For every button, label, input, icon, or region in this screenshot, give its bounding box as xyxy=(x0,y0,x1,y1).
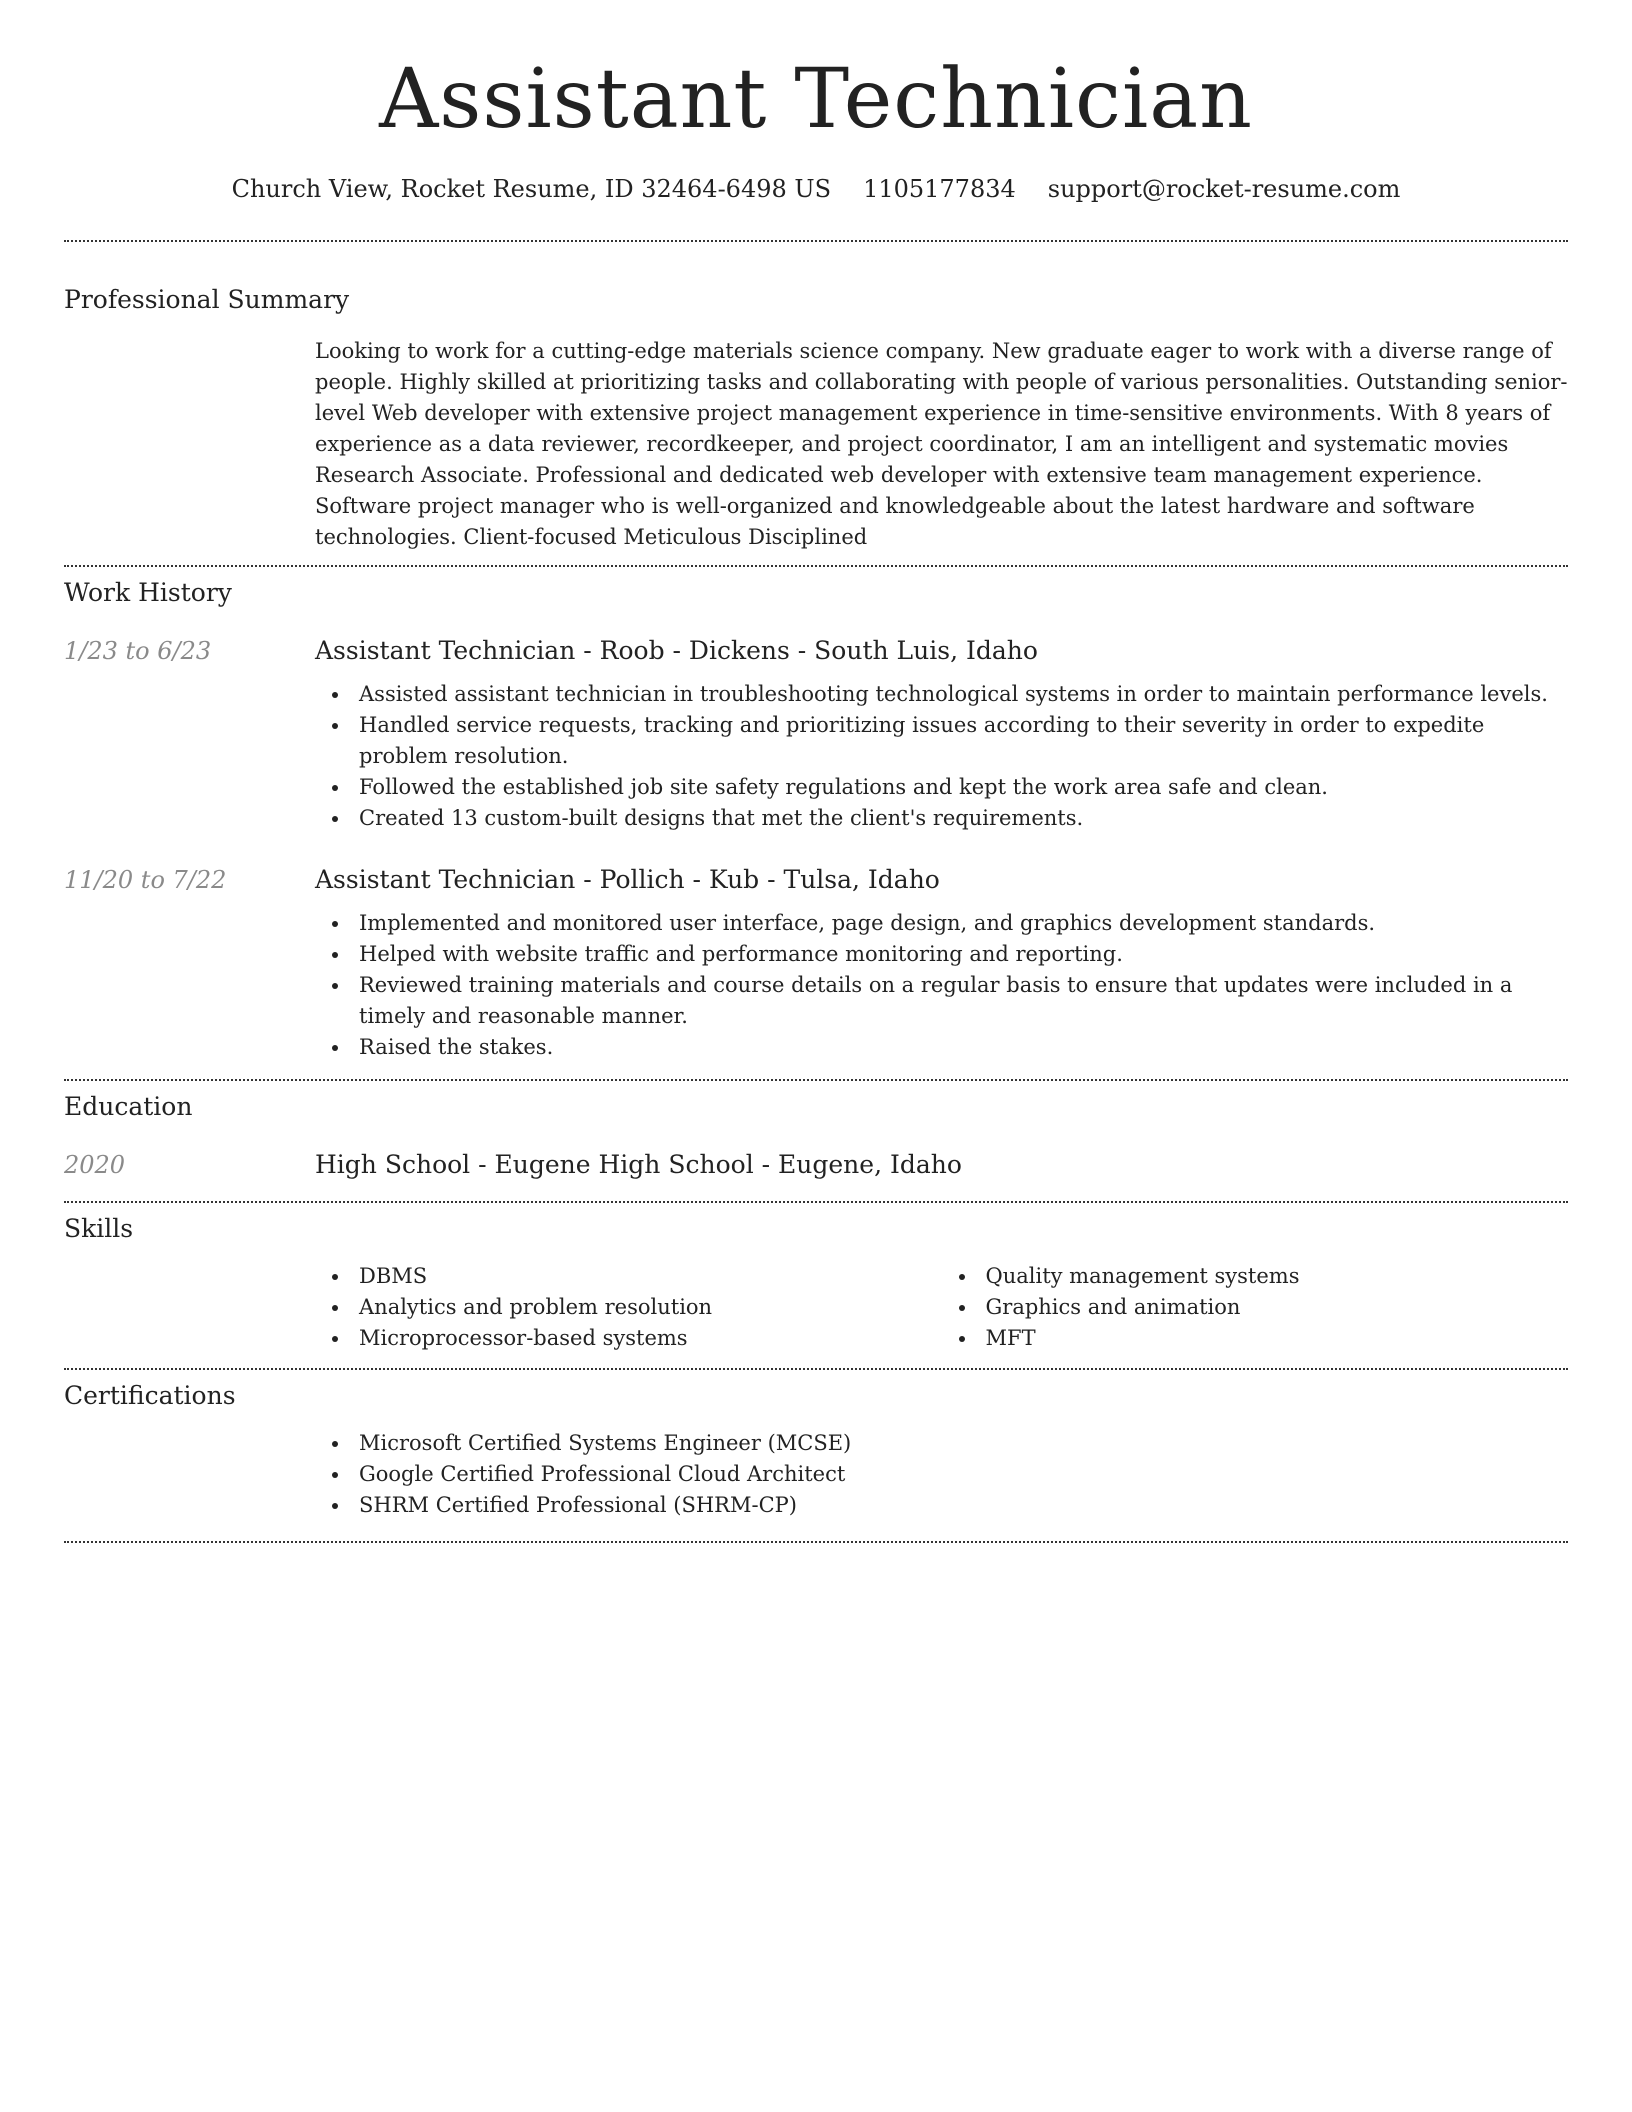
job-title: Assistant Technician - Roob - Dickens - South Luis, Idaho xyxy=(315,636,1038,665)
certifications-row xyxy=(64,1428,1568,1521)
job-title: Assistant Technician - Pollich - Kub - Tulsa, Idaho xyxy=(315,865,940,894)
skill-item: MFT xyxy=(942,1323,1569,1354)
list-item: Helped with website traffic and performance monitoring and reporting. xyxy=(315,939,1568,970)
summary-heading: Professional Summary xyxy=(64,285,350,314)
skill-item: Microprocessor-based systems xyxy=(315,1323,942,1354)
summary-text: Looking to work for a cutting-edge materials science company. New graduate eager to work with a diverse range of people. Highly skilled at prioritizing tasks and collaborating with people of various personalities. Outstanding senior-level Web developer with extensive project management experience in time-sensitive environments. With 8 years of experience as a data reviewer, recordkeeper, and project coordinator, I am an intelligent and systematic movies Research Associate. Professional and dedicated web developer with extensive team management experience. Software project manager who is well-organized and knowledgeable about the latest hardware and software technologies. Client-focused Meticulous Disciplined xyxy=(315,339,1568,549)
skill-item: Analytics and problem resolution xyxy=(315,1292,942,1323)
skills-heading: Skills xyxy=(64,1214,134,1243)
divider xyxy=(64,1368,1568,1370)
divider xyxy=(64,565,1568,567)
certification-item: Microsoft Certified Systems Engineer (MCSE) xyxy=(315,1428,1568,1459)
certification-item: Google Certified Professional Cloud Architect xyxy=(315,1459,1568,1490)
skills-grid xyxy=(315,1261,1568,1354)
certifications-list xyxy=(315,1428,1568,1521)
contact-phone: 1105177834 xyxy=(863,175,1016,203)
list-item: Created 13 custom-built designs that met the client's requirements. xyxy=(315,803,1568,834)
job-bullets xyxy=(315,908,1568,1063)
skills-column-2 xyxy=(942,1261,1569,1354)
education-heading: Education xyxy=(64,1092,193,1121)
education-entry xyxy=(64,1149,1568,1181)
divider xyxy=(64,240,1568,242)
job-dates: 11/20 to 7/22 xyxy=(64,866,227,894)
list-item: Handled service requests, tracking and prioritizing issues according to their severity in order to expedite problem resolution. xyxy=(315,710,1568,772)
contact-email: support@rocket-resume.com xyxy=(1047,175,1401,203)
job-entry xyxy=(64,864,1568,1063)
skills-row xyxy=(64,1261,1568,1354)
summary-row xyxy=(64,336,1568,553)
job-entry xyxy=(64,635,1568,834)
divider xyxy=(64,1201,1568,1203)
education-title: High School - Eugene High School - Eugene, Idaho xyxy=(315,1150,962,1179)
contact-address: Church View, Rocket Resume, ID 32464-6498 US xyxy=(231,175,832,203)
divider xyxy=(64,1079,1568,1081)
list-item: Raised the stakes. xyxy=(315,1032,1568,1063)
contact-line xyxy=(64,174,1568,204)
education-year: 2020 xyxy=(64,1151,126,1179)
list-item: Assisted assistant technician in troubleshooting technological systems in order to maintain performance levels. xyxy=(315,679,1568,710)
list-item: Implemented and monitored user interface, page design, and graphics development standards. xyxy=(315,908,1568,939)
job-bullets xyxy=(315,679,1568,834)
list-item: Reviewed training materials and course details on a regular basis to ensure that updates were included in a timely and reasonable manner. xyxy=(315,970,1568,1032)
divider xyxy=(64,1541,1568,1543)
list-item: Followed the established job site safety regulations and kept the work area safe and clean. xyxy=(315,772,1568,803)
skill-item: Graphics and animation xyxy=(942,1292,1569,1323)
candidate-name: Assistant Technician xyxy=(379,52,1253,147)
work-history-heading: Work History xyxy=(64,578,232,607)
skill-item: DBMS xyxy=(315,1261,942,1292)
skills-column-1 xyxy=(315,1261,942,1354)
certifications-heading: Certifications xyxy=(64,1381,236,1410)
skill-item: Quality management systems xyxy=(942,1261,1569,1292)
certification-item: SHRM Certified Professional (SHRM-CP) xyxy=(315,1490,1568,1521)
job-dates: 1/23 to 6/23 xyxy=(64,637,212,665)
